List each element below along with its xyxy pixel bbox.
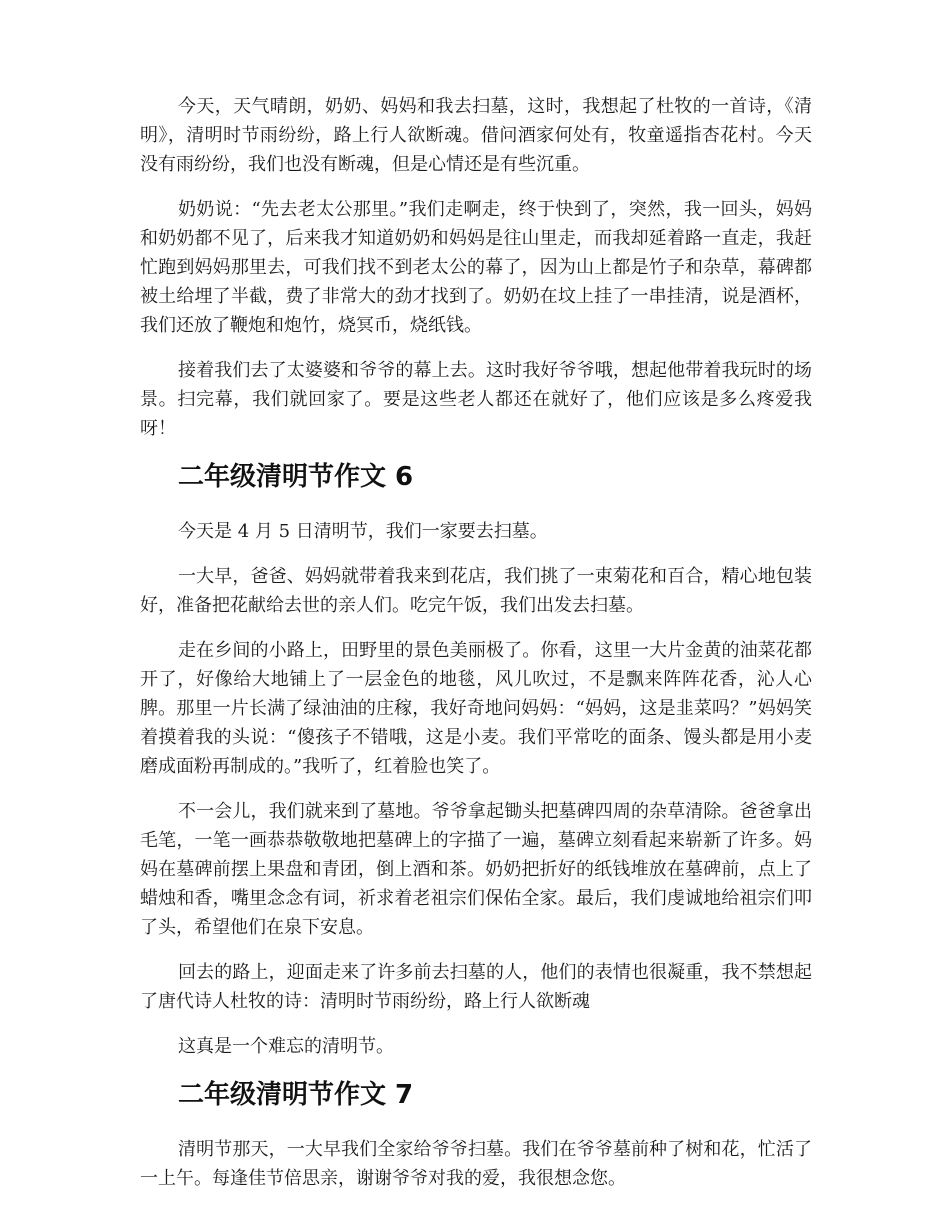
essay5-paragraph-1: 今天，天气晴朗，奶奶、妈妈和我去扫墓，这时，我想起了杜牧的一首诗，《清明》，清明时节雨纷纷，路上行人欲断魂。借问酒家何处有，牧童遥指杏花村。今天没有雨纷纷，我们也没有断魂，但是心情还是有些沉重。 bbox=[140, 96, 812, 175]
essay5-paragraph-3: 接着我们去了太婆婆和爷爷的幕上去。这时我好爷爷哦，想起他带着我玩时的场景。扫完幕，我们就回家了。要是这些老人都还在就好了，他们应该是多么疼爱我呀！ bbox=[140, 360, 812, 439]
essay6-paragraph-6: 这真是一个难忘的清明节。 bbox=[178, 1036, 394, 1057]
essay6-paragraph-5: 回去的路上，迎面走来了许多前去扫墓的人，他们的表情也很凝重，我不禁想起了唐代诗人杜牧的诗：清明时节雨纷纷，路上行人欲断魂 bbox=[140, 962, 812, 1012]
essay6-paragraph-3: 走在乡间的小路上，田野里的景色美丽极了。你看，这里一大片金黄的油菜花都开了，好像给大地铺上了一层金色的地毯，风儿吹过，不是飘来阵阵花香，沁人心脾。那里一片长满了绿油油的庄稼，我好奇地问妈妈：“妈妈，这是韭菜吗？”妈妈笑着摸着我的头说：“傻孩子不错哦，这是小麦。我们平常吃的面条、馒头都是用小麦磨成面粉再制成的。”我听了，红着脸也笑了。 bbox=[140, 640, 812, 777]
essay6-paragraph-4: 不一会儿，我们就来到了墓地。爷爷拿起锄头把墓碑四周的杂草清除。爸爸拿出毛笔，一笔一画恭恭敬敬地把墓碑上的字描了一遍，墓碑立刻看起来崭新了许多。妈妈在墓碑前摆上果盘和青团，倒上酒和茶。奶奶把折好的纸钱堆放在墓碑前，点上了蜡烛和香，嘴里念念有词，祈求着老祖宗们保佑全家。最后，我们虔诚地给祖宗们叩了头，希望他们在泉下安息。 bbox=[140, 801, 812, 938]
essay6-paragraph-2: 一大早，爸爸、妈妈就带着我来到花店，我们挑了一束菊花和百合，精心地包装好，准备把花献给去世的亲人们。吃完午饭，我们出发去扫墓。 bbox=[140, 566, 812, 616]
essay5-paragraph-2: 奶奶说：“先去老太公那里。”我们走啊走，终于快到了，突然，我一回头，妈妈和奶奶都不见了，后来我才知道奶奶和妈妈是往山里走，而我却延着路一直走，我赶忙跑到妈妈那里去，可我们找不到老太公的幕了，因为山上都是竹子和杂草，幕碑都被土给埋了半截，费了非常大的劲才找到了。奶奶在坟上挂了一串挂清，说是酒杯，我们还放了鞭炮和炮竹，烧冥币，烧纸钱。 bbox=[140, 199, 812, 336]
essay6-paragraph-1: 今天是 4 月 5 日清明节，我们一家要去扫墓。 bbox=[178, 521, 548, 542]
essay7-heading: 二年级清明节作文 7 bbox=[178, 1080, 414, 1110]
document-body bbox=[140, 92, 812, 1209]
essay7-paragraph-1: 清明节那天，一大早我们全家给爷爷扫墓。我们在爷爷墓前种了树和花，忙活了一上午。每逢佳节倍思亲，谢谢爷爷对我的爱，我很想念您。 bbox=[140, 1139, 812, 1189]
essay6-heading: 二年级清明节作文 6 bbox=[178, 462, 414, 492]
